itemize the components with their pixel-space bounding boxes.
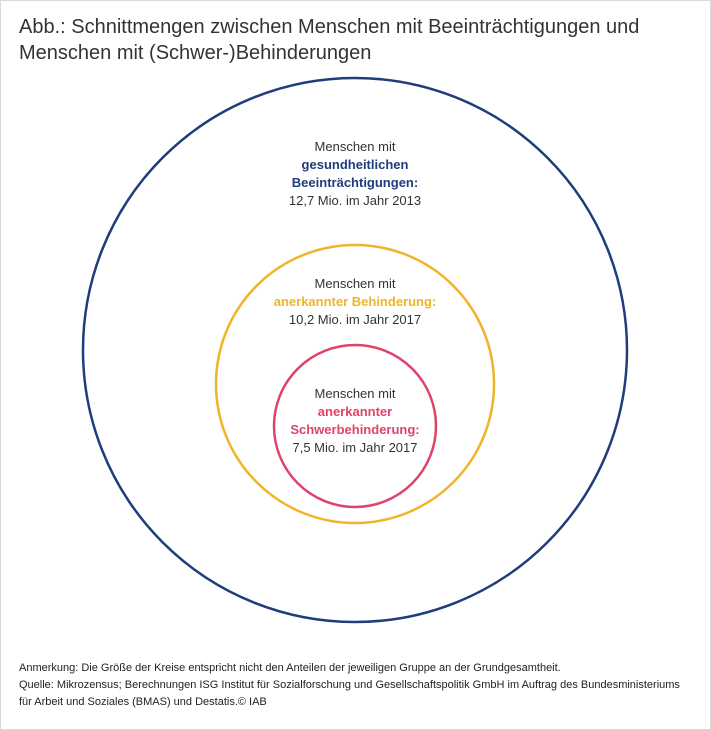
middle-circle-label bbox=[230, 275, 480, 329]
inner-circle-label bbox=[255, 385, 455, 457]
title-line-1: Abb.: Schnittmengen zwischen Menschen mit Beeinträchtigungen und bbox=[19, 16, 640, 38]
remark-note: Anmerkung: Die Größe der Kreise entspricht nicht den Anteilen der jeweiligen Gruppe an der Grundgesamtheit. bbox=[19, 662, 561, 674]
outer-label-value: 12,7 Mio. im Jahr 2013 bbox=[288, 193, 422, 208]
outer-label-line-2: gesundheitlichen bbox=[301, 157, 409, 172]
outer-label-line-3: Beeinträchtigungen: bbox=[291, 175, 419, 190]
inner-label-line-2: anerkannter bbox=[317, 404, 393, 419]
outer-label-line-1: Menschen mit bbox=[314, 139, 396, 154]
source-note-line-1: Quelle: Mikrozensus; Berechnungen ISG Institut für Sozialforschung und Gesellschaftspolitik GmbH im Auftrag des Bundesministeriums bbox=[19, 679, 680, 691]
middle-label-line-2: anerkannter Behinderung: bbox=[273, 294, 437, 309]
inner-label-value: 7,5 Mio. im Jahr 2017 bbox=[292, 440, 418, 455]
source-note-line-2: für Arbeit und Soziales (BMAS) und Destatis.© IAB bbox=[19, 696, 267, 708]
middle-label-value: 10,2 Mio. im Jahr 2017 bbox=[288, 312, 422, 327]
middle-label-line-1: Menschen mit bbox=[314, 276, 396, 291]
footnote bbox=[19, 660, 699, 711]
inner-label-line-1: Menschen mit bbox=[314, 386, 396, 401]
outer-circle-label bbox=[230, 138, 480, 210]
title-line-2: Menschen mit (Schwer-)Behinderungen bbox=[19, 42, 372, 64]
inner-label-line-3: Schwerbehinderung: bbox=[290, 422, 420, 437]
